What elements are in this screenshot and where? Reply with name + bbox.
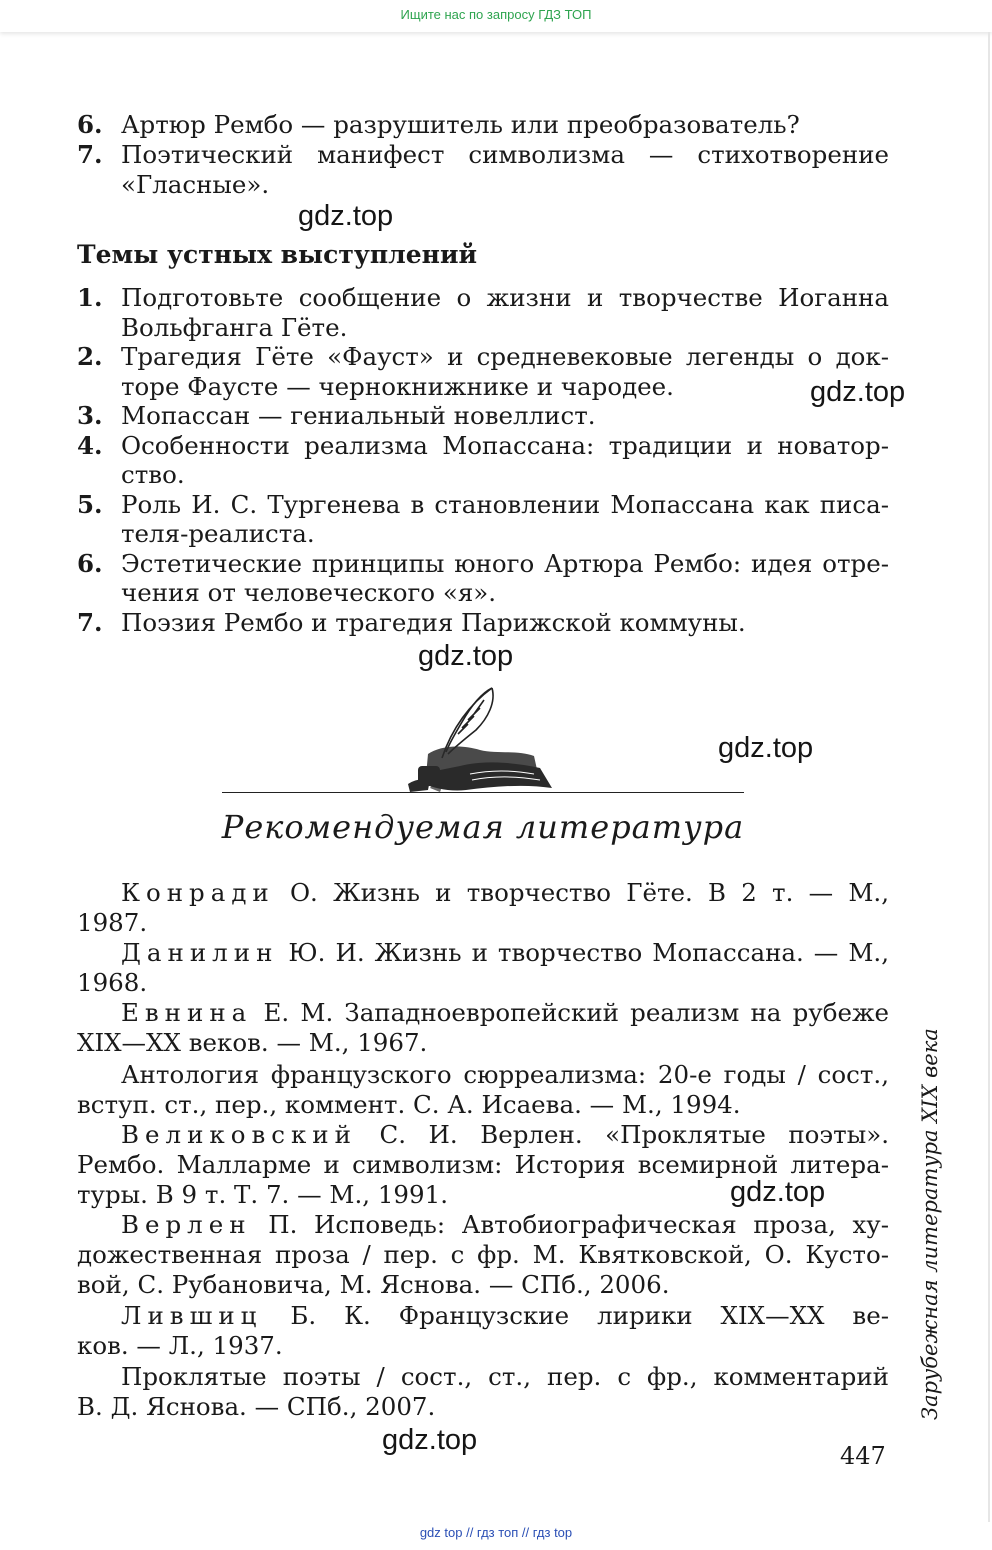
bottom-footer: gdz top // гдз топ // гдз top bbox=[419, 1525, 573, 1540]
reference-line bbox=[77, 938, 889, 968]
topic-text: Поэзия Рембо и трагедия Парижской коммуны. bbox=[121, 608, 746, 637]
reference-author: Конради bbox=[121, 878, 275, 907]
reference-author: Лившиц bbox=[121, 1301, 263, 1330]
reference-author: Евнина bbox=[121, 998, 253, 1027]
topic-text: торе Фаусте — чернокнижнике и чародее. bbox=[121, 372, 674, 401]
watermark: gdz.top bbox=[718, 732, 814, 764]
reference-line: 1987. bbox=[77, 908, 148, 937]
reference-line: Рембо. Малларме и символизм: История всемирной литера- bbox=[77, 1150, 889, 1179]
section-heading: Темы устных выступлений bbox=[77, 240, 478, 269]
question-number: 6. bbox=[77, 110, 103, 139]
reference-line bbox=[77, 1301, 889, 1331]
reference-line bbox=[77, 998, 889, 1028]
watermark: gdz.top bbox=[382, 1424, 478, 1456]
topic-text: Роль И. С. Тургенева в становлении Мопассана как писа- bbox=[121, 490, 889, 519]
topic-number: 1. bbox=[77, 283, 103, 312]
reference-text: Б. К. Французские лирики XIX—XX ве- bbox=[262, 1301, 889, 1330]
topic-text: Эстетические принципы юного Артюра Рембо: идея отре- bbox=[121, 549, 889, 578]
side-running-title: Зарубежная литература XIX века bbox=[918, 1028, 942, 1420]
topic-number: 5. bbox=[77, 490, 103, 519]
reference-line bbox=[77, 1120, 889, 1150]
reference-text: П. Исповедь: Автобиографическая проза, ху- bbox=[251, 1210, 889, 1239]
question-number: 7. bbox=[77, 140, 103, 169]
reference-line: XIX—XX веков. — М., 1967. bbox=[77, 1028, 428, 1057]
section-divider bbox=[222, 792, 744, 793]
reference-item bbox=[77, 1060, 889, 1120]
reference-item bbox=[77, 998, 889, 1058]
reference-item bbox=[77, 1362, 889, 1422]
reference-line: ков. — Л., 1937. bbox=[77, 1331, 283, 1360]
reference-item bbox=[77, 1210, 889, 1300]
topic-number: 3. bbox=[77, 401, 103, 430]
watermark: gdz.top bbox=[298, 200, 394, 232]
reference-text: Ю. И. Жизнь и творчество Мопассана. — М., bbox=[278, 938, 889, 967]
reference-line: вой, С. Рубановича, М. Яснова. — СПб., 2006. bbox=[77, 1270, 670, 1299]
topic-number: 4. bbox=[77, 431, 103, 460]
reference-line bbox=[77, 1210, 889, 1240]
watermark: gdz.top bbox=[730, 1176, 826, 1208]
topic-text: ство. bbox=[121, 460, 185, 489]
question-text: «Гласные». bbox=[121, 170, 270, 199]
reference-text: О. Жизнь и творчество Гёте. В 2 т. — М., bbox=[274, 878, 889, 907]
page-edge-divider bbox=[988, 32, 990, 1522]
literature-title: Рекомендуемая литература bbox=[221, 808, 745, 846]
reference-line: 1968. bbox=[77, 968, 148, 997]
topic-text: теля-реалиста. bbox=[121, 519, 315, 548]
quill-and-books-illustration bbox=[400, 684, 570, 796]
reference-author: Данилин bbox=[121, 938, 279, 967]
topic-text: Особенности реализма Мопассана: традиции и новатор- bbox=[121, 431, 889, 460]
page-number: 447 bbox=[840, 1442, 886, 1470]
topic-text: Трагедия Гёте «Фауст» и средневековые легенды о док- bbox=[121, 342, 889, 371]
watermark: gdz.top bbox=[418, 640, 514, 672]
reference-item bbox=[77, 1301, 889, 1361]
topic-text: Вольфганга Гёте. bbox=[121, 313, 348, 342]
reference-line: В. Д. Яснова. — СПб., 2007. bbox=[77, 1392, 436, 1421]
reference-text: Е. М. Западноевропейский реализм на рубеже bbox=[252, 998, 889, 1027]
reference-text: С. И. Верлен. «Проклятые поэты». bbox=[356, 1120, 889, 1149]
reference-author: Великовский bbox=[121, 1120, 357, 1149]
reference-line: вступ. ст., пер., коммент. С. А. Исаева. — М., 1994. bbox=[77, 1090, 741, 1119]
reference-author: Верлен bbox=[121, 1210, 252, 1239]
reference-line: туры. В 9 т. Т. 7. — М., 1991. bbox=[77, 1180, 448, 1209]
top-banner: Ищите нас по запросу ГДЗ ТОП bbox=[0, 0, 992, 32]
reference-item bbox=[77, 938, 889, 998]
reference-item bbox=[77, 878, 889, 938]
reference-line: Антология французского сюрреализма: 20-е годы / сост., bbox=[121, 1060, 889, 1089]
topic-number: 2. bbox=[77, 342, 103, 371]
watermark: gdz.top bbox=[810, 376, 906, 408]
reference-line bbox=[77, 878, 889, 908]
question-text: Артюр Рембо — разрушитель или преобразователь? bbox=[121, 110, 800, 139]
question-text: Поэтический манифест символизма — стихотворение bbox=[121, 140, 889, 169]
topic-text: Подготовьте сообщение о жизни и творчестве Иоганна bbox=[121, 283, 889, 312]
topic-text: чения от человеческого «я». bbox=[121, 578, 497, 607]
topic-number: 6. bbox=[77, 549, 103, 578]
topic-text: Мопассан — гениальный новеллист. bbox=[121, 401, 596, 430]
topic-number: 7. bbox=[77, 608, 103, 637]
reference-line: дожественная проза / пер. с фр. М. Квятковской, О. Кусто- bbox=[77, 1240, 889, 1269]
reference-line: Проклятые поэты / сост., ст., пер. с фр., комментарий bbox=[121, 1362, 889, 1391]
